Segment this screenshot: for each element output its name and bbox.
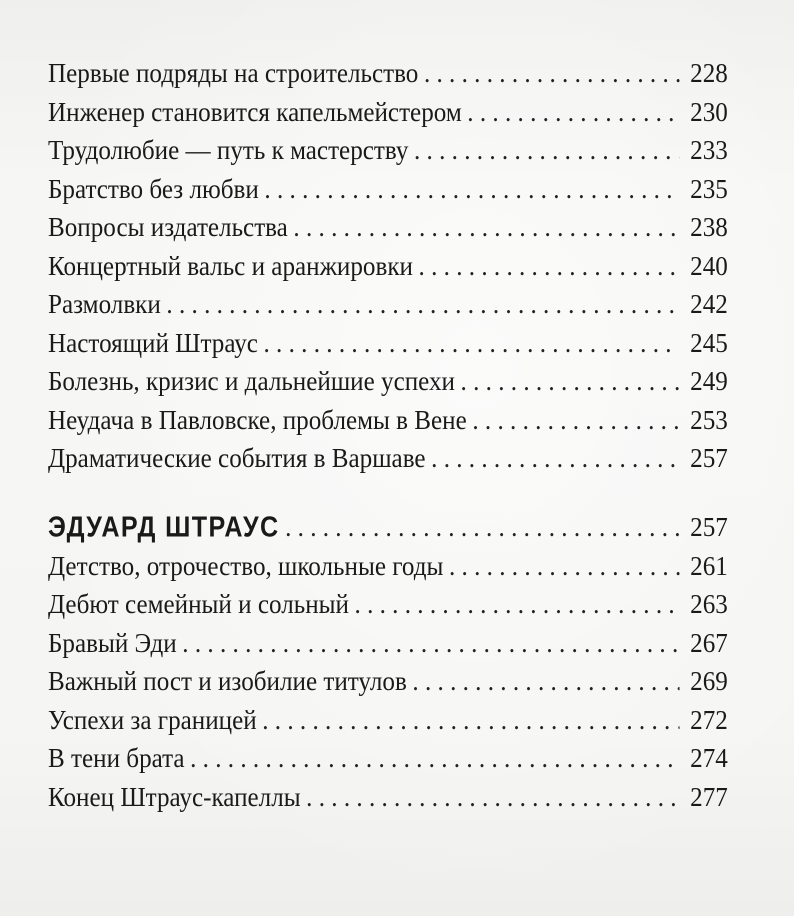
toc-entry-page: 253 [690, 404, 728, 435]
toc-entry-page: 242 [690, 289, 728, 319]
toc-entry [48, 324, 728, 363]
toc-heading-page: 257 [690, 512, 728, 542]
toc-entry-page: 261 [690, 550, 728, 581]
toc-leader-dots [461, 362, 680, 401]
toc-entry-page: 257 [690, 443, 728, 473]
toc-entry-page: 269 [690, 666, 728, 696]
table-of-contents-part-1 [48, 54, 728, 478]
toc-leader-dots [414, 131, 679, 170]
toc-leader-dots [431, 439, 679, 478]
toc-entry-title: Концертный вальс и аранжировки [48, 250, 413, 281]
toc-entry-page: 267 [690, 627, 728, 658]
toc-entry-title: В тени брата [48, 743, 185, 773]
toc-entry-page: 249 [690, 366, 728, 396]
toc-entry-title: Бравый Эди [48, 627, 177, 658]
toc-entry-title: Вопросы издательства [48, 212, 288, 242]
toc-leader-dots [293, 208, 679, 247]
toc-leader-dots [285, 508, 679, 547]
toc-entry-page: 228 [690, 58, 728, 88]
toc-entry-page: 263 [690, 589, 728, 619]
toc-entry [48, 54, 728, 93]
toc-leader-dots [263, 324, 679, 363]
toc-entry-title: Трудолюбие — путь к мастерству [48, 135, 409, 165]
toc-leader-dots [264, 170, 679, 209]
toc-leader-dots [182, 624, 679, 663]
toc-entry-title: Неудача в Павловске, проблемы в Вене [48, 404, 467, 435]
toc-entry-title: Размолвки [48, 289, 161, 319]
toc-entry [48, 739, 728, 778]
toc-entry-title: Важный пост и изобилие титулов [48, 666, 407, 696]
toc-leader-dots [412, 662, 679, 701]
toc-entry [48, 439, 728, 478]
toc-entry-title: Конец Штраус-капеллы [48, 781, 301, 812]
toc-heading-title: ЭДУАРД ШТРАУС [48, 511, 280, 543]
toc-entry-page: 235 [690, 173, 728, 204]
toc-entry-page: 277 [690, 781, 728, 812]
toc-entry-title: Болезнь, кризис и дальнейшие успехи [48, 366, 455, 396]
toc-entry-page: 240 [690, 250, 728, 281]
toc-entry [48, 208, 728, 247]
toc-entry-title: Детство, отрочество, школьные годы [48, 550, 444, 581]
toc-entry [48, 624, 728, 663]
toc-entry-title: Первые подряды на строительство [48, 58, 419, 88]
toc-entry-page: 230 [690, 96, 728, 127]
toc-entry [48, 778, 728, 817]
toc-leader-dots [355, 585, 680, 624]
toc-entry-page: 245 [690, 327, 728, 358]
table-of-contents-part-2 [48, 508, 728, 816]
toc-entry-page: 272 [690, 704, 728, 735]
toc-entry-page: 233 [690, 135, 728, 165]
toc-entry-title: Братство без любви [48, 173, 259, 204]
toc-leader-dots [419, 247, 680, 286]
toc-leader-dots [472, 401, 679, 440]
toc-entry [48, 170, 728, 209]
toc-leader-dots [449, 547, 679, 586]
toc-entry-page: 238 [690, 212, 728, 242]
toc-leader-dots [166, 285, 679, 324]
toc-entry [48, 585, 728, 624]
toc-entry [48, 401, 728, 440]
toc-section-heading [48, 508, 728, 547]
toc-entry-title: Настоящий Штраус [48, 327, 258, 358]
toc-entry-title: Дебют семейный и сольный [48, 589, 349, 619]
toc-entry-title: Инженер становится капельмейстером [48, 96, 462, 127]
toc-entry [48, 701, 728, 740]
toc-entry [48, 662, 728, 701]
toc-entry [48, 362, 728, 401]
toc-leader-dots [467, 93, 679, 132]
toc-entry [48, 93, 728, 132]
toc-entry-page: 274 [690, 743, 728, 773]
toc-entry-title: Драматические события в Варшаве [48, 443, 426, 473]
toc-entry [48, 547, 728, 586]
toc-leader-dots [262, 701, 679, 740]
toc-entry-title: Успехи за границей [48, 704, 257, 735]
toc-entry [48, 131, 728, 170]
toc-entry [48, 247, 728, 286]
toc-leader-dots [190, 739, 679, 778]
toc-leader-dots [306, 778, 679, 817]
toc-leader-dots [424, 54, 680, 93]
toc-entry [48, 285, 728, 324]
